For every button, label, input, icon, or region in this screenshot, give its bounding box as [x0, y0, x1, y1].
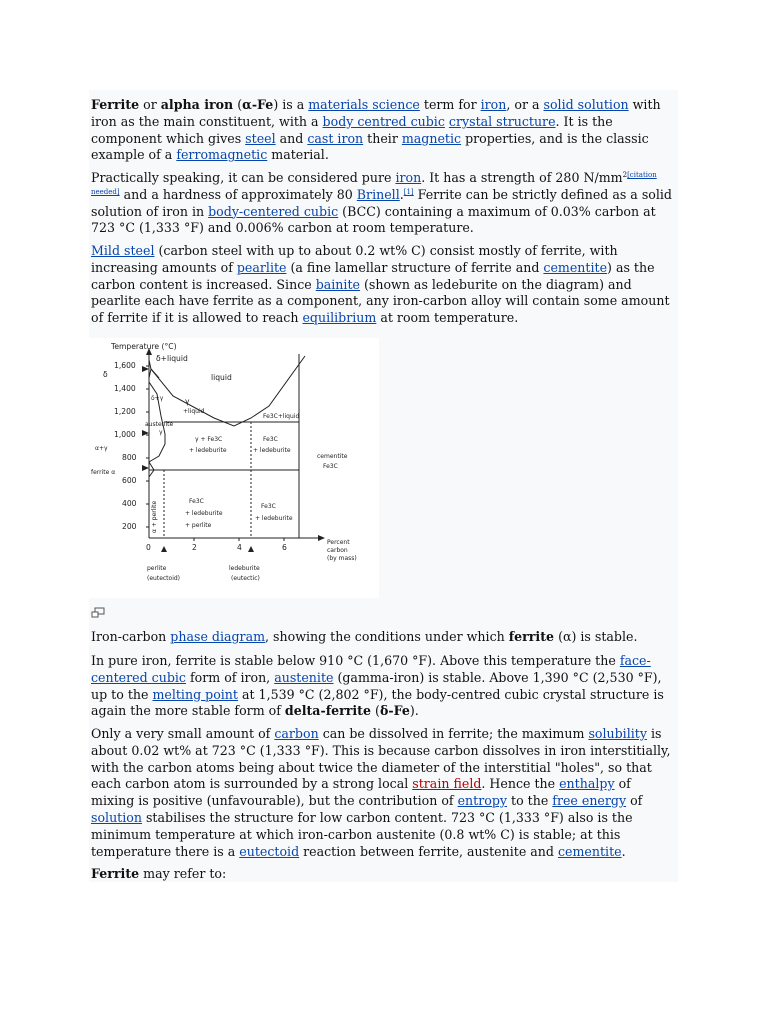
pure-iron-paragraph: In pure iron, ferrite is stable below 910 °C (1,670 °F). Above this temperature the face-centered cubic form of iron, austenite (gamma-iron) is stable. Above 1,390 °C (2,530 °F), up to the melting point at 1,539 °C (2,802 °F), the body-centred cubic crystal structure is again the more stable form of delta-ferrite (δ-Fe).: [91, 653, 664, 719]
y-tick-400: 400: [122, 499, 137, 508]
link-body-centered-cubic[interactable]: body-centered cubic: [208, 203, 339, 219]
intro-paragraph: Ferrite or alpha iron (α-Fe) is a materials science term for iron, or a solid solution with iron as the main constituent, with a body centred cubic crystal structure. It is the component which gives steel and cast iron their magnetic properties, and is the classic example of a ferromagnetic material.: [91, 97, 661, 163]
label-cementite-fe3c: Fe3C: [323, 463, 338, 470]
link-enthalpy[interactable]: enthalpy: [559, 776, 615, 792]
citation-needed-link[interactable]: [citation needed]: [91, 170, 657, 196]
label-ledeburite-3: + ledeburite: [185, 510, 223, 517]
label-eutectic: (eutectic): [231, 575, 260, 582]
link-face-centered-cubic[interactable]: face-centered cubic: [91, 653, 651, 685]
reference-1-link[interactable]: [1]: [403, 187, 414, 196]
link-strain-field[interactable]: strain field: [412, 776, 482, 792]
y-tick-1200: 1,200: [114, 407, 136, 416]
term-alpha-iron: alpha iron: [160, 97, 234, 112]
label-liquid: liquid: [211, 373, 232, 382]
x-tick-2: 2: [192, 543, 197, 552]
label-perlite-plus: + perlite: [185, 522, 212, 529]
may-refer-to-paragraph: Ferrite may refer to:: [91, 866, 227, 881]
link-austenite[interactable]: austenite: [274, 669, 334, 685]
iron-carbon-phase-diagram: [89, 338, 379, 598]
y-tick-800: 800: [122, 453, 137, 462]
label-delta-liquid: δ+liquid: [156, 354, 188, 363]
label-delta-gamma: δ+γ: [151, 395, 164, 402]
link-iron-2[interactable]: iron: [395, 170, 422, 185]
y-tick-1400: 1,400: [114, 384, 136, 393]
y-tick-1000: 1,000: [114, 430, 136, 439]
link-solution[interactable]: solution: [91, 809, 142, 825]
label-gamma-fe3c: γ + Fe3C: [195, 436, 223, 443]
link-body-centred-cubic[interactable]: body centred cubic: [322, 113, 445, 129]
label-eutectoid: (eutectoid): [147, 575, 181, 582]
label-percent: Percent: [327, 539, 350, 546]
label-austenite: austenite: [145, 421, 174, 428]
link-solubility[interactable]: solubility: [588, 726, 647, 741]
article-page: [89, 90, 678, 882]
label-plus-liquid: +liquid: [183, 408, 205, 415]
label-cementite: cementite: [317, 453, 348, 460]
label-ledeburite: ledeburite: [229, 565, 260, 572]
link-cementite[interactable]: cementite: [543, 259, 608, 275]
label-fe3c-1: Fe3C: [263, 436, 278, 443]
superscript-2: 2: [622, 170, 628, 179]
link-cast-iron[interactable]: cast iron: [307, 130, 364, 146]
strength-paragraph: Practically speaking, it can be considered pure iron. It has a strength of 280 N/mm$^{2[citation needed]}$ and a hardness of approximately 80 Brinell.[1] Ferrite can be strictly defined as a solid solution of iron in body-centered cubic (BCC) containing a maximum of 0.03% carbon at 723 °C (1,333 °F) and 0.006% carbon at room temperature.: [91, 170, 672, 236]
label-carbon: carbon: [327, 547, 348, 554]
label-ledeburite-2: + ledeburite: [253, 447, 291, 454]
link-melting-point[interactable]: melting point: [152, 686, 238, 702]
label-ledeburite-4: + ledeburite: [255, 515, 293, 522]
term-alpha-fe: α-Fe: [242, 97, 274, 112]
carbon-solubility-paragraph: Only a very small amount of carbon can be dissolved in ferrite; the maximum solubility is about 0.02 wt% at 723 °C (1,333 °F). This is because carbon dissolves in iron interstitially, with the carbon atoms being about twice the diameter of the interstitial "holes", so that each carbon atom is surrounded by a strong local strain field. Hence the enthalpy of mixing is positive (unfavourable), but the contribution of entropy to the free energy of solution stabilises the structure for low carbon content. 723 °C (1,333 °F) also is the minimum temperature at which iron-carbon austenite (0.8 wt% C) is stable; at this temperature there is a eutectoid reaction between ferrite, austenite and cementite.: [91, 726, 671, 859]
term-ferrite: Ferrite: [91, 97, 140, 112]
link-phase-diagram[interactable]: phase diagram: [170, 629, 266, 644]
link-mild-steel[interactable]: Mild steel: [91, 243, 155, 258]
figure-caption: Iron-carbon phase diagram, showing the conditions under which ferrite (α) is stable.: [91, 629, 638, 644]
link-free-energy[interactable]: free energy: [552, 793, 627, 809]
link-cementite-2[interactable]: cementite: [557, 843, 622, 859]
label-fe3c-2: Fe3C: [189, 498, 204, 505]
link-brinell[interactable]: Brinell: [356, 186, 400, 202]
label-delta: δ: [103, 370, 108, 379]
link-equilibrium[interactable]: equilibrium: [302, 310, 377, 326]
axis-arrows: [142, 348, 325, 552]
label-austenite-gamma: γ: [159, 429, 163, 436]
link-bainite[interactable]: bainite: [315, 276, 360, 292]
label-ferrite-alpha: ferrite α: [91, 469, 116, 476]
label-perlite: perlite: [147, 565, 167, 572]
link-solid-solution[interactable]: solid solution: [543, 97, 629, 112]
mild-steel-paragraph: Mild steel (carbon steel with up to about 0.2 wt% C) consist mostly of ferrite, with increasing amounts of pearlite (a fine lamellar structure of ferrite and cementite) as the carbon content is increased. Since bainite (shown as ledeburite on the diagram) and pearlite each have ferrite as a component, any iron-carbon alloy will contain some amount of ferrite if it is allowed to reach equilibrium at room temperature.: [91, 243, 670, 326]
link-entropy[interactable]: entropy: [457, 793, 507, 809]
link-crystal-structure[interactable]: crystal structure: [448, 113, 556, 129]
label-gamma: γ: [185, 397, 190, 406]
enlarge-icon[interactable]: [91, 604, 105, 616]
y-tick-200: 200: [122, 522, 137, 531]
peritectic-line: [151, 369, 159, 378]
temperature-axis-label: Temperature (°C): [111, 342, 177, 351]
link-steel[interactable]: steel: [245, 130, 276, 146]
x-tick-4: 4: [237, 543, 242, 552]
link-magnetic[interactable]: magnetic: [401, 130, 462, 146]
link-eutectoid[interactable]: eutectoid: [239, 843, 300, 859]
label-fe3c-3: Fe3C: [261, 503, 276, 510]
label-alpha-perlite: α + perlite: [151, 500, 158, 533]
phase-diagram-figure: [89, 338, 379, 598]
label-ledeburite-1: + ledeburite: [189, 447, 227, 454]
link-pearlite[interactable]: pearlite: [236, 259, 287, 275]
label-by-mass: (by mass): [327, 555, 357, 562]
x-tick-6: 6: [282, 543, 287, 552]
x-tick-0: 0: [146, 543, 151, 552]
label-alpha-gamma: α+γ: [95, 445, 108, 452]
link-ferromagnetic[interactable]: ferromagnetic: [176, 147, 268, 163]
link-materials-science[interactable]: materials science: [308, 97, 420, 112]
link-carbon[interactable]: carbon: [274, 726, 319, 741]
link-iron[interactable]: iron: [480, 97, 507, 112]
y-tick-1600: 1,600: [114, 361, 136, 370]
y-tick-600: 600: [122, 476, 137, 485]
label-fe3c-liquid: Fe3C+liquid: [263, 413, 300, 420]
